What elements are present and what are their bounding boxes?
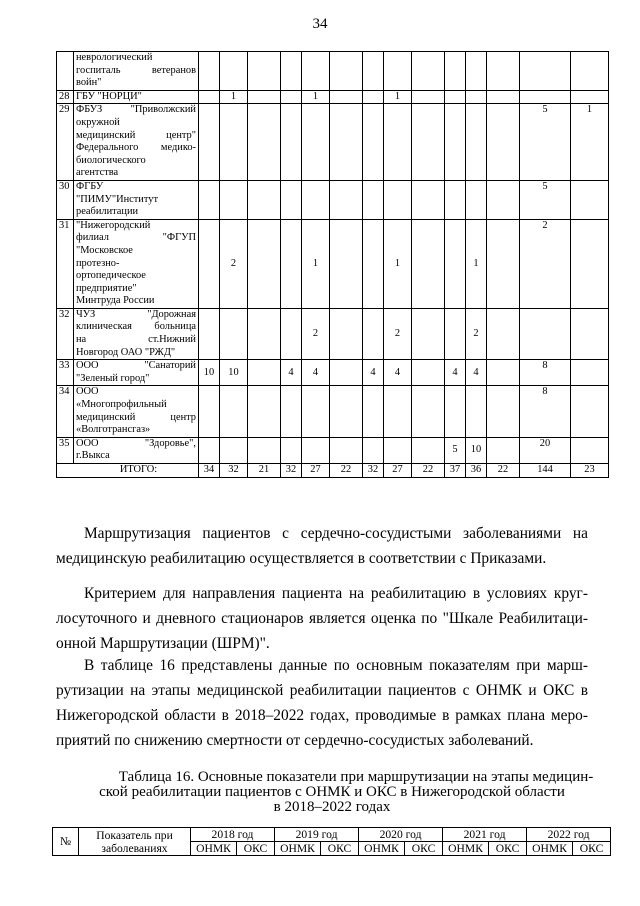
value-cell bbox=[363, 180, 384, 219]
number-header: № bbox=[53, 828, 79, 856]
year-header: 2020 год bbox=[359, 828, 443, 842]
value-cell bbox=[220, 180, 248, 219]
organization-name-line: Новгород ОАО "РЖД" bbox=[76, 346, 176, 358]
value-cell bbox=[466, 386, 487, 437]
value-cell bbox=[248, 104, 281, 181]
value-cell bbox=[520, 52, 571, 91]
table-16-caption bbox=[56, 770, 608, 815]
text-line: Маршрутизация пациентов с сердечно-сосудистыми заболеваниями на bbox=[84, 525, 588, 542]
value-cell bbox=[412, 386, 445, 437]
value-cell bbox=[281, 180, 302, 219]
value-cell: 5 bbox=[445, 437, 466, 463]
value-cell: 1 bbox=[220, 90, 248, 104]
value-cell: 4 bbox=[445, 360, 466, 386]
value-cell bbox=[330, 308, 363, 359]
indicator-header bbox=[79, 828, 191, 856]
organization-name bbox=[74, 386, 199, 437]
organization-name-line: ЧУЗ "Дорожная bbox=[76, 308, 196, 320]
value-cell bbox=[281, 308, 302, 359]
value-cell: 4 bbox=[466, 360, 487, 386]
text-line: медицинскую реабилитацию осуществляется в соответствии с Приказами. bbox=[56, 550, 547, 567]
value-cell: 10 bbox=[466, 437, 487, 463]
oks-header: ОКС bbox=[405, 842, 443, 856]
value-cell bbox=[384, 104, 412, 181]
organization-name-line: «Многопрофильный bbox=[76, 399, 167, 411]
total-value: 21 bbox=[248, 464, 281, 478]
value-cell: 5 bbox=[520, 104, 571, 181]
row-number: 33 bbox=[57, 360, 74, 386]
value-cell bbox=[466, 90, 487, 104]
organization-name bbox=[74, 360, 199, 386]
value-cell bbox=[330, 52, 363, 91]
table-16 bbox=[52, 827, 611, 856]
row-number bbox=[57, 52, 74, 91]
value-cell bbox=[330, 386, 363, 437]
value-cell bbox=[487, 180, 520, 219]
value-cell bbox=[199, 308, 220, 359]
value-cell bbox=[220, 386, 248, 437]
organization-name-line: ФГБУ bbox=[76, 180, 104, 192]
oks-header: ОКС bbox=[321, 842, 359, 856]
organization-name-line: на ст.Нижний bbox=[76, 334, 196, 346]
value-cell bbox=[199, 180, 220, 219]
year-header: 2019 год bbox=[275, 828, 359, 842]
total-value: 27 bbox=[384, 464, 412, 478]
value-cell: 4 bbox=[384, 360, 412, 386]
value-cell bbox=[445, 386, 466, 437]
value-cell bbox=[487, 308, 520, 359]
value-cell: 5 bbox=[520, 180, 571, 219]
value-cell: 20 bbox=[520, 437, 571, 463]
value-cell bbox=[220, 104, 248, 181]
text-line: В таблице 16 представлены данные по основным показателям при марш- bbox=[84, 657, 588, 674]
organization-name-line: филиал "ФГУП bbox=[76, 232, 196, 244]
total-value: 34 bbox=[199, 464, 220, 478]
organization-name bbox=[74, 52, 199, 91]
value-cell: 2 bbox=[302, 308, 330, 359]
value-cell bbox=[571, 437, 609, 463]
value-cell bbox=[281, 386, 302, 437]
text-line: Нижегородской области в 2018–2022 годах, проводимые в рамках плана меро- bbox=[56, 707, 588, 724]
value-cell: 8 bbox=[520, 386, 571, 437]
organization-name-line: ООО "Здоровье", bbox=[76, 437, 196, 449]
text-line: Критерием для направления пациента на реабилитацию в условиях круг- bbox=[84, 585, 588, 602]
row-number: 29 bbox=[57, 104, 74, 181]
value-cell bbox=[445, 219, 466, 308]
value-cell bbox=[330, 180, 363, 219]
paragraph-criterion-cont bbox=[56, 606, 588, 656]
value-cell bbox=[384, 52, 412, 91]
total-value: 37 bbox=[445, 464, 466, 478]
onmk-header: ОНМК bbox=[527, 842, 573, 856]
table-row bbox=[57, 180, 609, 219]
organization-name-line: "Зеленый город" bbox=[76, 372, 150, 384]
value-cell bbox=[412, 437, 445, 463]
onmk-header: ОНМК bbox=[191, 842, 237, 856]
oks-header: ОКС bbox=[573, 842, 611, 856]
table-row bbox=[57, 360, 609, 386]
year-header: 2018 год bbox=[191, 828, 275, 842]
value-cell bbox=[363, 52, 384, 91]
value-cell bbox=[281, 437, 302, 463]
organization-name-line: "Московское bbox=[76, 244, 133, 256]
organization-name-line: окружной bbox=[76, 116, 120, 128]
value-cell bbox=[220, 52, 248, 91]
total-value: 22 bbox=[330, 464, 363, 478]
organization-name bbox=[74, 219, 199, 308]
total-value: 32 bbox=[281, 464, 302, 478]
total-value: 23 bbox=[571, 464, 609, 478]
routing-table bbox=[56, 51, 609, 478]
value-cell bbox=[330, 437, 363, 463]
organization-name-line: протезно- bbox=[76, 257, 120, 269]
value-cell bbox=[199, 386, 220, 437]
total-value: 22 bbox=[487, 464, 520, 478]
organization-name-line: "ПИМУ"Институт bbox=[76, 193, 159, 205]
value-cell bbox=[248, 308, 281, 359]
paragraph-criterion bbox=[84, 581, 588, 606]
value-cell: 1 bbox=[384, 90, 412, 104]
value-cell bbox=[302, 180, 330, 219]
value-cell: 2 bbox=[220, 219, 248, 308]
table-row bbox=[57, 308, 609, 359]
value-cell bbox=[330, 219, 363, 308]
text-line: онной Маршрутизации (ШРМ)". bbox=[56, 635, 270, 652]
value-cell bbox=[571, 308, 609, 359]
caption-line: ской реабилитации пациентов с ОНМК и ОКС в Нижегородской области bbox=[99, 784, 565, 800]
organization-name-line: ООО bbox=[76, 386, 99, 398]
oks-header: ОКС bbox=[489, 842, 527, 856]
value-cell bbox=[199, 219, 220, 308]
table-row bbox=[57, 104, 609, 181]
value-cell: 10 bbox=[220, 360, 248, 386]
value-cell bbox=[412, 90, 445, 104]
organization-name bbox=[74, 308, 199, 359]
value-cell bbox=[199, 104, 220, 181]
value-cell bbox=[248, 90, 281, 104]
value-cell bbox=[487, 219, 520, 308]
organization-name-line: г.Выкса bbox=[76, 450, 110, 462]
organization-name-line: предприятие" bbox=[76, 282, 137, 294]
value-cell bbox=[363, 386, 384, 437]
value-cell bbox=[248, 386, 281, 437]
total-value: 32 bbox=[220, 464, 248, 478]
value-cell: 1 bbox=[466, 219, 487, 308]
value-cell bbox=[412, 308, 445, 359]
value-cell bbox=[384, 180, 412, 219]
value-cell: 1 bbox=[384, 219, 412, 308]
value-cell bbox=[363, 219, 384, 308]
value-cell bbox=[199, 52, 220, 91]
value-cell bbox=[571, 90, 609, 104]
organization-name-line: госпиталь ветеранов bbox=[76, 64, 196, 76]
row-number: 35 bbox=[57, 437, 74, 463]
value-cell bbox=[248, 437, 281, 463]
value-cell bbox=[412, 219, 445, 308]
organization-name-line: биологического bbox=[76, 154, 146, 166]
table-row bbox=[57, 219, 609, 308]
organization-name-line: «Волготрансгаз» bbox=[76, 424, 151, 436]
total-value: 22 bbox=[412, 464, 445, 478]
value-cell bbox=[330, 104, 363, 181]
value-cell bbox=[412, 52, 445, 91]
value-cell bbox=[412, 104, 445, 181]
total-value: 27 bbox=[302, 464, 330, 478]
onmk-header: ОНМК bbox=[359, 842, 405, 856]
table-row bbox=[57, 386, 609, 437]
value-cell bbox=[302, 386, 330, 437]
organization-name-line: Минтруда России bbox=[76, 295, 155, 307]
value-cell: 2 bbox=[384, 308, 412, 359]
organization-name-line: ГБУ "НОРЦИ" bbox=[76, 90, 142, 102]
value-cell bbox=[571, 52, 609, 91]
value-cell bbox=[220, 308, 248, 359]
row-number: 34 bbox=[57, 386, 74, 437]
organization-name-line: ортопедическое bbox=[76, 270, 146, 282]
value-cell bbox=[466, 104, 487, 181]
value-cell bbox=[330, 360, 363, 386]
total-label: ИТОГО: bbox=[57, 464, 199, 478]
organization-name-line: "Нижегородский bbox=[76, 219, 151, 231]
value-cell bbox=[302, 104, 330, 181]
value-cell bbox=[248, 360, 281, 386]
organization-name-line: Федерального медико- bbox=[76, 142, 196, 154]
text-line: лосуточного и дневного стационаров является оценка по "Шкале Реабилитаци- bbox=[56, 610, 588, 627]
value-cell bbox=[302, 52, 330, 91]
value-cell bbox=[445, 52, 466, 91]
organization-name bbox=[74, 104, 199, 181]
value-cell bbox=[520, 90, 571, 104]
value-cell bbox=[384, 386, 412, 437]
value-cell bbox=[330, 90, 363, 104]
organization-name-line: ООО "Санаторий bbox=[76, 360, 196, 372]
value-cell bbox=[445, 308, 466, 359]
row-number: 31 bbox=[57, 219, 74, 308]
year-header: 2022 год bbox=[527, 828, 611, 842]
value-cell bbox=[571, 219, 609, 308]
table-row bbox=[57, 52, 609, 91]
value-cell: 8 bbox=[520, 360, 571, 386]
total-value: 36 bbox=[466, 464, 487, 478]
row-number: 32 bbox=[57, 308, 74, 359]
value-cell bbox=[445, 180, 466, 219]
value-cell: 4 bbox=[302, 360, 330, 386]
value-cell bbox=[487, 437, 520, 463]
row-number: 28 bbox=[57, 90, 74, 104]
value-cell bbox=[248, 219, 281, 308]
organization-name-line: агентства bbox=[76, 167, 119, 179]
organization-name-line: реабилитации bbox=[76, 206, 139, 218]
value-cell: 4 bbox=[363, 360, 384, 386]
caption-line: Таблица 16. Основные показатели при маршрутизации на этапы медицин- bbox=[118, 769, 594, 785]
year-header: 2021 год bbox=[443, 828, 527, 842]
value-cell bbox=[281, 219, 302, 308]
value-cell bbox=[220, 437, 248, 463]
value-cell bbox=[412, 360, 445, 386]
value-cell: 2 bbox=[520, 219, 571, 308]
value-cell bbox=[363, 90, 384, 104]
caption-line: в 2018–2022 годах bbox=[273, 799, 391, 815]
organization-name bbox=[74, 180, 199, 219]
value-cell bbox=[248, 180, 281, 219]
value-cell bbox=[363, 437, 384, 463]
value-cell bbox=[571, 386, 609, 437]
total-row bbox=[57, 464, 609, 478]
indicator-header-line: заболеваниях bbox=[101, 841, 168, 855]
onmk-header: ОНМК bbox=[275, 842, 321, 856]
paragraph-routing bbox=[84, 521, 588, 546]
value-cell: 2 bbox=[466, 308, 487, 359]
value-cell bbox=[363, 308, 384, 359]
value-cell: 1 bbox=[302, 90, 330, 104]
value-cell: 1 bbox=[302, 219, 330, 308]
paragraph-routing-cont bbox=[56, 546, 588, 571]
value-cell bbox=[487, 104, 520, 181]
total-value: 144 bbox=[520, 464, 571, 478]
value-cell bbox=[281, 104, 302, 181]
organization-name-line: неврологический bbox=[76, 52, 153, 63]
value-cell bbox=[412, 180, 445, 219]
value-cell bbox=[571, 180, 609, 219]
text-line: приятий по снижению смертности от сердечно-сосудистых заболеваний. bbox=[56, 732, 534, 749]
value-cell bbox=[363, 104, 384, 181]
value-cell bbox=[487, 386, 520, 437]
value-cell: 1 bbox=[571, 104, 609, 181]
organization-name-line: ФБУЗ "Приволжский bbox=[76, 104, 196, 116]
value-cell bbox=[281, 52, 302, 91]
organization-name bbox=[74, 90, 199, 104]
value-cell: 4 bbox=[281, 360, 302, 386]
text-line: рутизации на этапы медицинской реабилитации пациентов с ОНМК и ОКС в bbox=[56, 682, 588, 699]
indicator-header-line: Показатель при bbox=[96, 828, 173, 842]
value-cell bbox=[445, 104, 466, 181]
paragraph-table-intro-cont bbox=[56, 678, 588, 753]
value-cell bbox=[199, 90, 220, 104]
value-cell bbox=[466, 52, 487, 91]
value-cell bbox=[487, 90, 520, 104]
value-cell bbox=[248, 52, 281, 91]
organization-name-line: медицинский центр" bbox=[76, 129, 196, 141]
paragraph-table-intro bbox=[84, 653, 588, 678]
organization-name-line: войн" bbox=[76, 77, 102, 89]
value-cell bbox=[384, 437, 412, 463]
page-number: 34 bbox=[312, 16, 328, 32]
value-cell bbox=[466, 180, 487, 219]
value-cell bbox=[199, 437, 220, 463]
onmk-header: ОНМК bbox=[443, 842, 489, 856]
value-cell bbox=[571, 360, 609, 386]
value-cell bbox=[302, 437, 330, 463]
table-row bbox=[57, 90, 609, 104]
organization-name-line: клиническая больница bbox=[76, 321, 196, 333]
value-cell: 10 bbox=[199, 360, 220, 386]
value-cell bbox=[281, 90, 302, 104]
total-value: 32 bbox=[363, 464, 384, 478]
row-number: 30 bbox=[57, 180, 74, 219]
table-row bbox=[57, 437, 609, 463]
value-cell bbox=[520, 308, 571, 359]
value-cell bbox=[487, 52, 520, 91]
organization-name bbox=[74, 437, 199, 463]
value-cell bbox=[487, 360, 520, 386]
value-cell bbox=[445, 90, 466, 104]
organization-name-line: медицинский центр bbox=[76, 411, 196, 423]
oks-header: ОКС bbox=[237, 842, 275, 856]
